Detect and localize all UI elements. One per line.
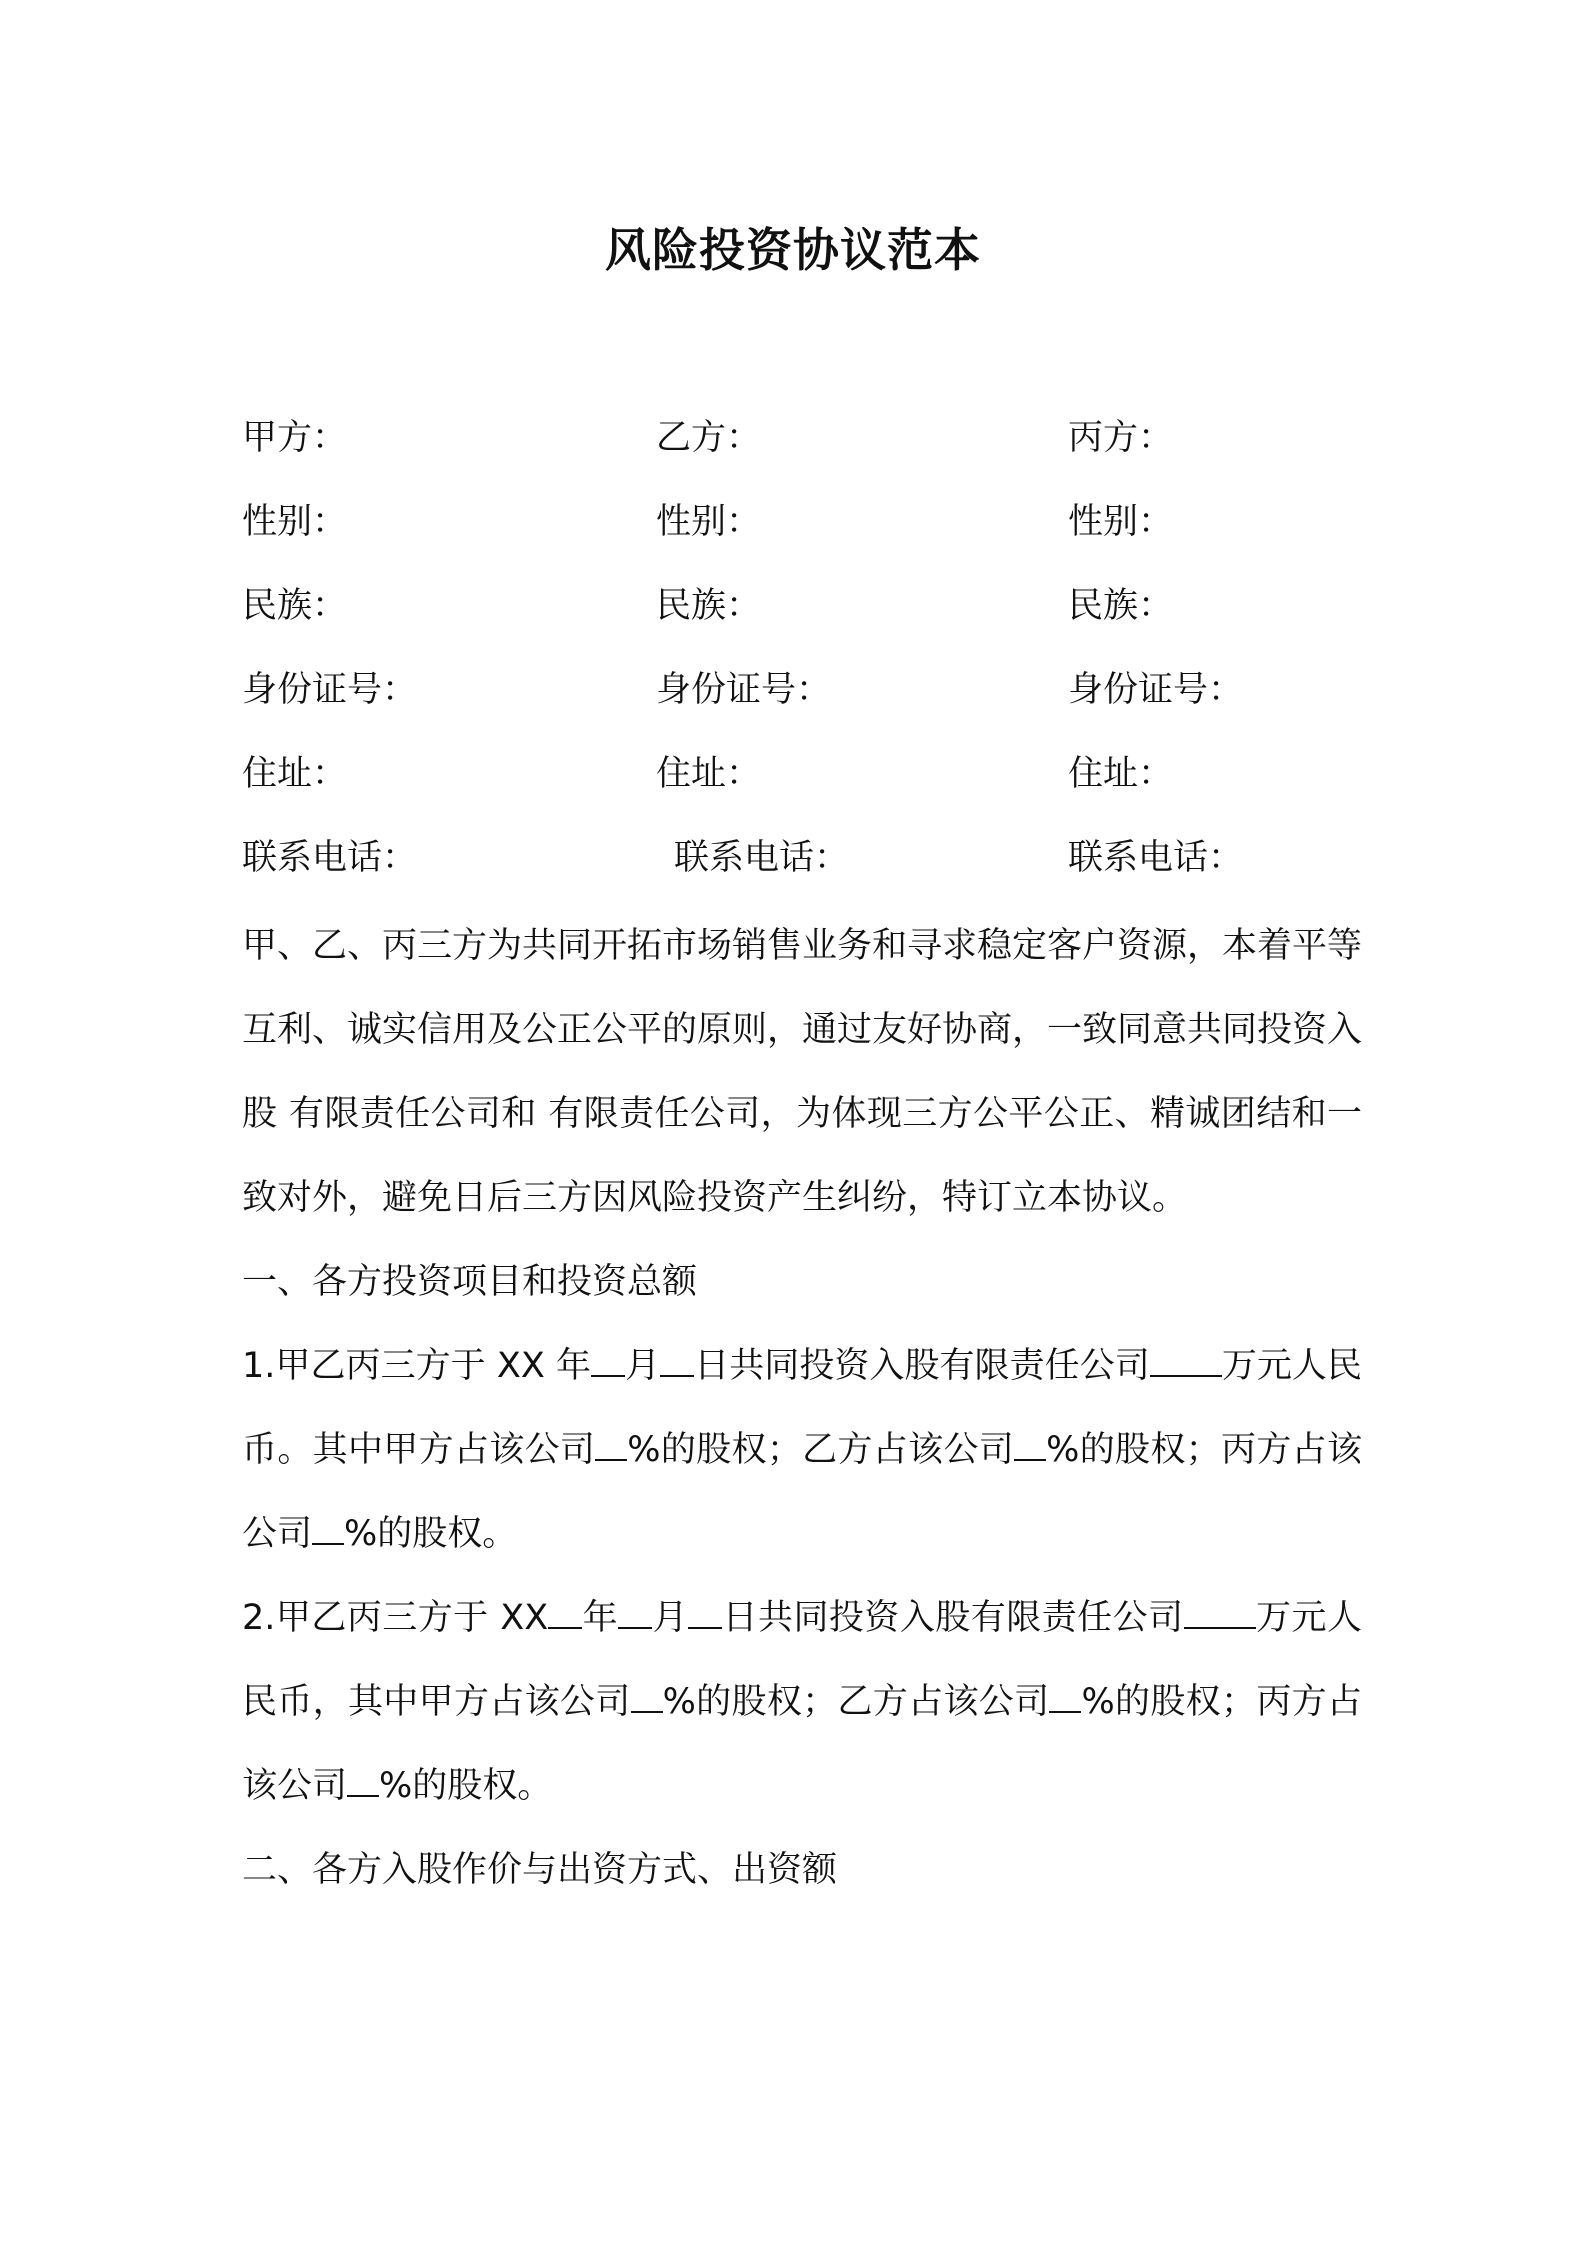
party-b-share-blank — [1014, 1429, 1046, 1461]
party-b-gender-label: 性别： — [656, 502, 762, 542]
intro-paragraph: 甲、乙、丙三方为共同开拓市场销售业务和寻求稳定客户资源，本着平等互利、诚实信用及公正公平的原则，通过友好协商，一致同意共同投资入股 有限责任公司和 有限责任公司，为体现三方公平公正、精诚团结和一致对外，避免日后三方因风险投资产生纠纷，特订立本协议。 — [242, 926, 1363, 1218]
party-row-address — [242, 744, 1362, 828]
section-1-item-2 — [242, 1576, 1362, 1828]
party-b-share-blank — [1049, 1681, 1081, 1713]
party-row-gender — [242, 492, 1362, 576]
party-c-address-label: 住址： — [1068, 754, 1174, 794]
month-blank — [591, 1345, 625, 1377]
year-blank — [548, 1597, 582, 1629]
item2-text-7: %的股权；丙方占该公司 — [242, 1682, 1362, 1806]
party-c-ethnicity-label: 民族： — [1068, 586, 1174, 626]
item2-text-3: 月 — [652, 1598, 689, 1638]
party-a-gender-label: 性别： — [242, 502, 348, 542]
party-row-ethnicity — [242, 576, 1362, 660]
item1-text-3: 日共同投资入股有限责任公司 — [694, 1346, 1150, 1386]
item2-text-8: %的股权。 — [379, 1766, 553, 1806]
item1-text-7: %的股权。 — [344, 1514, 518, 1554]
party-c-gender-label: 性别： — [1068, 502, 1174, 542]
party-a-ethnicity-label: 民族： — [242, 586, 348, 626]
item1-text-5: %的股权；乙方占该公司 — [627, 1430, 1015, 1470]
day-blank — [688, 1597, 722, 1629]
party-a-phone-label: 联系电话： — [242, 838, 418, 878]
party-info-grid — [242, 408, 1362, 912]
party-b-address-label: 住址： — [656, 754, 762, 794]
party-b-phone-label: 联系电话： — [674, 838, 850, 878]
party-a-share-blank — [595, 1429, 627, 1461]
item1-text-1: 1.甲乙丙三方于 XX 年 — [242, 1346, 592, 1386]
party-c-phone-label: 联系电话： — [1068, 838, 1244, 878]
item1-text-2: 月 — [625, 1346, 661, 1386]
party-c-name-label: 丙方： — [1068, 418, 1174, 458]
party-b-ethnicity-label: 民族： — [656, 586, 762, 626]
amount-blank — [1150, 1345, 1222, 1377]
item1-text-6: %的股权；丙方占该公司 — [242, 1430, 1362, 1554]
party-row-phone — [242, 828, 1362, 912]
item1-text-4: 万元人民币。其中甲方占该公司 — [242, 1346, 1362, 1470]
amount-blank — [1184, 1597, 1256, 1629]
item2-text-1: 2.甲乙丙三方于 XX — [242, 1598, 549, 1638]
item2-text-6: %的股权；乙方占该公司 — [662, 1682, 1050, 1722]
party-c-share-blank — [312, 1513, 344, 1545]
document-title: 风险投资协议范本 — [605, 223, 981, 277]
party-a-share-blank — [631, 1681, 663, 1713]
party-c-id-label: 身份证号： — [1068, 670, 1244, 710]
party-a-name-label: 甲方： — [242, 418, 348, 458]
day-blank — [660, 1345, 694, 1377]
item2-text-2: 年 — [582, 1598, 619, 1638]
party-row-name — [242, 408, 1362, 492]
party-a-address-label: 住址： — [242, 754, 348, 794]
party-b-name-label: 乙方： — [656, 418, 762, 458]
section-2-heading: 二、各方入股作价与出资方式、出资额 — [242, 1850, 838, 1890]
party-a-id-label: 身份证号： — [242, 670, 418, 710]
item2-text-4: 日共同投资入股有限责任公司 — [722, 1598, 1184, 1638]
item2-text-5: 万元人民币，其中甲方占该公司 — [242, 1598, 1362, 1722]
month-blank — [618, 1597, 652, 1629]
party-c-share-blank — [347, 1765, 379, 1797]
section-1-heading: 一、各方投资项目和投资总额 — [242, 1262, 698, 1302]
agreement-body — [242, 904, 1362, 1912]
section-1-item-1 — [242, 1324, 1362, 1576]
party-row-id-number — [242, 660, 1362, 744]
party-b-id-label: 身份证号： — [656, 670, 832, 710]
